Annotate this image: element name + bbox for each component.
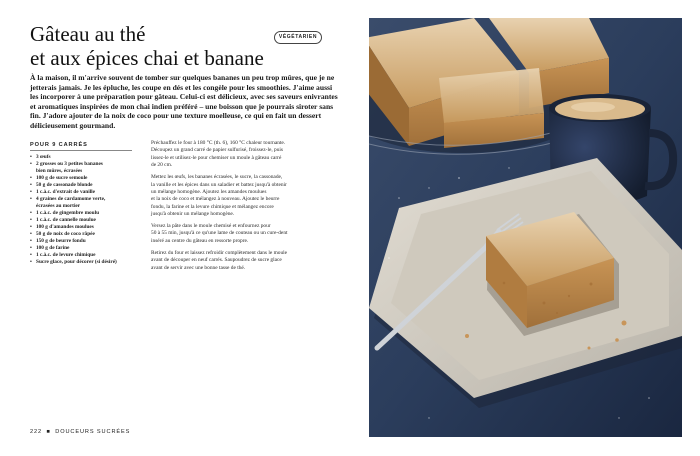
ingredient-item (30, 245, 148, 252)
ingredient-text: 1 c.à.c. de gingembre moulu (36, 210, 100, 216)
ingredient-text: 1 c.à.c. d'extrait de vanille (36, 189, 95, 195)
ingredient-item (30, 259, 148, 266)
ingredient-text: 100 g de farine (36, 245, 70, 251)
intro-line: et aromatiques inspirées de mon chai indien préféré – une boisson que je pourrais siroter sans (30, 101, 334, 111)
ingredient-item (30, 224, 148, 231)
ingredient-text: 100 g d'amandes moulues (36, 224, 94, 230)
ingredient-item (30, 210, 148, 217)
bullet-icon: • (30, 154, 32, 160)
method-step-line: avant de servir avec une bonne tasse de thé. (151, 264, 246, 271)
ingredient-item (30, 154, 148, 161)
ingredient-text: bien mûres, écrasées (36, 168, 83, 174)
ingredient-item (30, 238, 148, 245)
ingredient-text: écrasées au mortier (36, 203, 81, 209)
ingredient-text: 4 graines de cardamome verte, (36, 196, 106, 202)
section-name: DOUCEURS SUCRÉES (55, 429, 131, 435)
intro-line: fin. J'adore ajouter de la noix de coco pour une texture moelleuse, ce qui en fait un dessert (30, 111, 322, 120)
method-step-line: inséré au centre du gâteau en ressorte propre. (151, 237, 249, 244)
cake-photo (369, 18, 682, 437)
method-step-line: Mettez les œufs, les bananes écrasées, le sucre, la cassonade, (151, 174, 283, 181)
footer-separator-icon: ■ (46, 429, 51, 435)
ingredient-item (30, 217, 148, 224)
bullet-icon: • (30, 238, 32, 244)
ingredient-item (30, 252, 148, 259)
ingredient-item (30, 189, 148, 196)
method-step-line: Préchauffez le four à 180 °C (th. 6), 160 °C chaleur tournante. (151, 140, 286, 146)
bullet-icon: • (30, 259, 32, 265)
ingredient-text: 3 œufs (36, 154, 51, 160)
bullet-icon: • (30, 252, 32, 258)
bullet-icon: • (30, 245, 32, 251)
method-step-line: un mélange homogène. Ajoutez les amandes moulues (151, 188, 267, 195)
method-step (151, 250, 331, 272)
ingredient-item (30, 175, 148, 182)
intro-line: À la maison, il m'arrive souvent de tomber sur quelques bananes un peu trop mûres, que je ne (30, 73, 335, 82)
ingredients-list (30, 154, 148, 266)
bullet-icon: • (30, 231, 32, 237)
method-step-line: jusqu'à obtenir un mélange homogène. (151, 211, 235, 218)
ingredient-text: 150 g de beurre fondu (36, 238, 86, 244)
ingredient-text: 50 g de cassonade blonde (36, 182, 93, 188)
method-step-line: avant de découper en neuf carrés. Saupoudrez de sucre glace (151, 257, 282, 264)
bullet-icon: • (30, 217, 32, 223)
intro-line: délicieusement gourmand. (30, 120, 116, 130)
ingredient-text: 1 c.à.c. de levure chimique (36, 252, 96, 258)
page-footer (30, 429, 130, 435)
title-line: Gâteau au thé (30, 22, 146, 46)
method-step-line: fondu, la farine et la levure chimique et mélangez encore (151, 203, 274, 210)
intro-line: les incorporer à une préparation pour gâteau. Celui-ci est délicieux, avec ses saveurs enivrantes (30, 92, 338, 101)
intro-paragraph (30, 73, 338, 130)
ingredient-item (30, 161, 148, 175)
cake-photo-illustration (369, 18, 682, 437)
ingredient-text: Sucre glace, pour décorer (si désiré) (36, 259, 117, 265)
method-step-line: la vanille et les épices dans un saladier et battez jusqu'à obtenir (151, 181, 287, 188)
ingredients-divider (30, 150, 132, 151)
bullet-icon: • (30, 210, 32, 216)
ingredient-text: 2 grosses ou 3 petites bananes (36, 161, 103, 167)
recipe-title (30, 22, 280, 70)
method-step-line: Retirez du four et laissez refroidir complètement dans le moule (151, 249, 288, 256)
method-step-line: Découpez un grand carré de papier sulfurisé, froissez-le, puis (151, 147, 284, 154)
method-step-line: Versez la pâte dans le moule chemisé et enfournez pour (151, 223, 271, 230)
method-step-line: et la noix de coco et mélangez à nouveau. Ajoutez le beurre (151, 196, 280, 203)
bullet-icon: • (30, 224, 32, 230)
method-step (151, 223, 331, 245)
title-line: et aux épices chai et banane (30, 46, 264, 70)
ingredient-item (30, 196, 148, 210)
method-step-line: lissez-le et utilisez-le pour chemiser un moule à gâteau carré (151, 154, 282, 161)
bullet-icon: • (30, 161, 32, 167)
ingredients-heading: POUR 9 CARRÉS (30, 142, 88, 148)
ingredient-item (30, 231, 148, 238)
method-step (151, 140, 331, 170)
bullet-icon: • (30, 182, 32, 188)
ingredient-text: 1 c.à.c. de cannelle moulue (36, 217, 96, 223)
ingredient-item (30, 182, 148, 189)
method-step (151, 174, 331, 218)
vegetarian-badge: VÉGÉTARIEN (274, 31, 322, 44)
method-step-line: 50 à 55 min, jusqu'à ce qu'une lame de couteau ou un cure-dent (151, 230, 288, 237)
page-number: 222 (30, 429, 43, 435)
method-steps (151, 140, 331, 277)
method-step-line: de 20 cm. (151, 162, 173, 169)
ingredient-text: 100 g de sucre semoule (36, 175, 88, 181)
ingredient-text: 50 g de noix de coco râpée (36, 231, 95, 237)
bullet-icon: • (30, 175, 32, 181)
intro-line: jetterais jamais. Je les épluche, les coupe en dés et les congèle pour les smoothies. J'aime aussi (30, 82, 333, 92)
bullet-icon: • (30, 196, 32, 202)
bullet-icon: • (30, 189, 32, 195)
